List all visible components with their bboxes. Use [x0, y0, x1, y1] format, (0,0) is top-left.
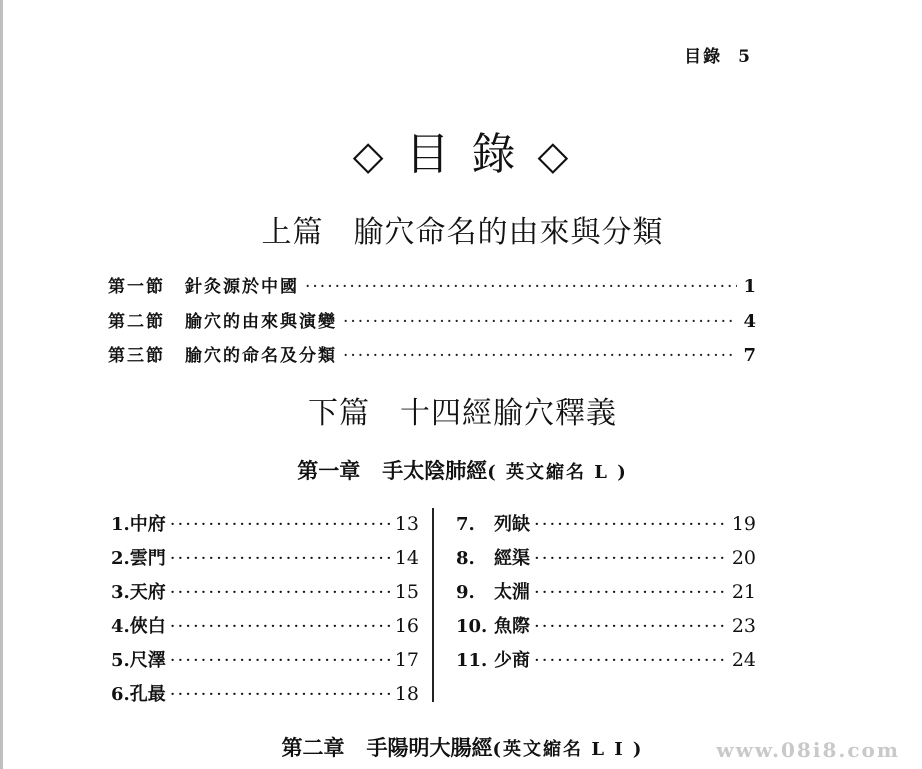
- chapter2-note: (英文縮名 L I ): [492, 739, 644, 760]
- point-index: 2.: [111, 548, 130, 569]
- toc-title: [3, 118, 922, 182]
- toc-entry-page: 4: [743, 311, 756, 332]
- point-name: 俠白: [129, 616, 166, 637]
- point-entry[interactable]: [456, 544, 756, 578]
- chapter1-label: 第一章: [297, 459, 361, 483]
- chapter2-label: 第二章: [281, 736, 345, 760]
- leader-dots: [170, 514, 391, 535]
- watermark: www.08i8.com: [716, 738, 900, 762]
- point-entry[interactable]: [111, 510, 419, 544]
- part2-heading: [3, 388, 922, 432]
- leader-dots: [170, 582, 391, 603]
- point-page: 18: [394, 683, 419, 705]
- point-entry[interactable]: [456, 612, 756, 646]
- point-index: 4.: [111, 616, 130, 637]
- point-name: 尺澤: [129, 650, 166, 671]
- leader-dots: [534, 514, 728, 535]
- chapter2-title: 手陽明大腸經: [366, 736, 493, 760]
- point-entry[interactable]: [456, 510, 756, 544]
- toc-entry-title: 腧穴的由來與演變: [185, 312, 337, 332]
- point-name: 太淵: [494, 582, 530, 603]
- point-entry[interactable]: [111, 646, 419, 680]
- leader-dots: [170, 684, 391, 705]
- leader-dots: [343, 346, 737, 366]
- point-entry[interactable]: [456, 646, 756, 680]
- leader-dots: [534, 548, 728, 569]
- point-page: 20: [731, 547, 756, 569]
- point-page: 13: [394, 513, 419, 535]
- running-header: [684, 42, 752, 67]
- toc-title-text: 目 錄: [405, 129, 520, 180]
- toc-entry-section: 第三節: [108, 346, 165, 366]
- leader-dots: [305, 277, 737, 297]
- part1-title: 腧穴命名的由來與分類: [353, 215, 664, 250]
- point-index: 1.: [111, 514, 130, 535]
- leader-dots: [170, 650, 391, 671]
- toc-entry-title: 腧穴的命名及分類: [185, 346, 337, 366]
- toc-entry[interactable]: [108, 272, 756, 298]
- toc-entry-page: 1: [743, 276, 756, 297]
- point-page: 14: [394, 547, 419, 569]
- chapter1-note: ( 英文縮名 L ): [487, 462, 628, 483]
- point-entry[interactable]: [111, 680, 419, 714]
- diamond-right-icon: ◇: [537, 133, 573, 179]
- point-index: 8.: [456, 548, 475, 569]
- toc-entry-section: 第二節: [108, 312, 165, 332]
- point-name: 天府: [129, 582, 166, 603]
- point-name: 列缺: [494, 514, 530, 535]
- column-divider: [432, 508, 434, 702]
- points-column-right: [456, 510, 756, 680]
- toc-entry-title: 針灸源於中國: [185, 277, 299, 297]
- point-page: 19: [731, 513, 756, 535]
- point-page: 24: [731, 649, 756, 671]
- point-entry[interactable]: [111, 544, 419, 578]
- point-index: 7.: [456, 514, 475, 535]
- point-entry[interactable]: [456, 578, 756, 612]
- page-number: 5: [738, 47, 752, 67]
- part2-title: 十四經腧穴釋義: [400, 396, 617, 431]
- toc-entry-section: 第一節: [108, 277, 165, 297]
- point-name: 孔最: [129, 684, 166, 705]
- part1-label: 上篇: [261, 215, 324, 250]
- point-page: 23: [731, 615, 756, 637]
- point-name: 雲門: [129, 548, 166, 569]
- point-index: 9.: [456, 582, 475, 603]
- chapter1-title: 手太陰肺經: [382, 459, 488, 483]
- point-index: 10.: [456, 616, 488, 637]
- point-page: 21: [731, 581, 756, 603]
- leader-dots: [343, 312, 737, 332]
- point-name: 經渠: [494, 548, 530, 569]
- part1-heading: [3, 207, 922, 251]
- point-index: 6.: [111, 684, 130, 705]
- toc-entry[interactable]: [108, 307, 756, 333]
- point-entry[interactable]: [111, 612, 419, 646]
- toc-entry-page: 7: [743, 345, 756, 366]
- point-name: 中府: [129, 514, 166, 535]
- point-page: 17: [394, 649, 419, 671]
- chapter1-heading: [3, 455, 922, 485]
- point-page: 16: [394, 615, 419, 637]
- leader-dots: [170, 548, 391, 569]
- header-title: 目錄: [684, 47, 723, 67]
- point-index: 11.: [456, 650, 488, 671]
- leader-dots: [534, 650, 728, 671]
- point-index: 3.: [111, 582, 130, 603]
- point-entry[interactable]: [111, 578, 419, 612]
- point-name: 魚際: [494, 616, 530, 637]
- point-name: 少商: [494, 650, 530, 671]
- part2-label: 下篇: [308, 396, 370, 431]
- leader-dots: [534, 582, 728, 603]
- diamond-left-icon: ◇: [352, 133, 388, 179]
- point-index: 5.: [111, 650, 130, 671]
- toc-entry[interactable]: [108, 341, 756, 367]
- points-column-left: [111, 510, 419, 714]
- leader-dots: [170, 616, 391, 637]
- point-page: 15: [394, 581, 419, 603]
- leader-dots: [534, 616, 728, 637]
